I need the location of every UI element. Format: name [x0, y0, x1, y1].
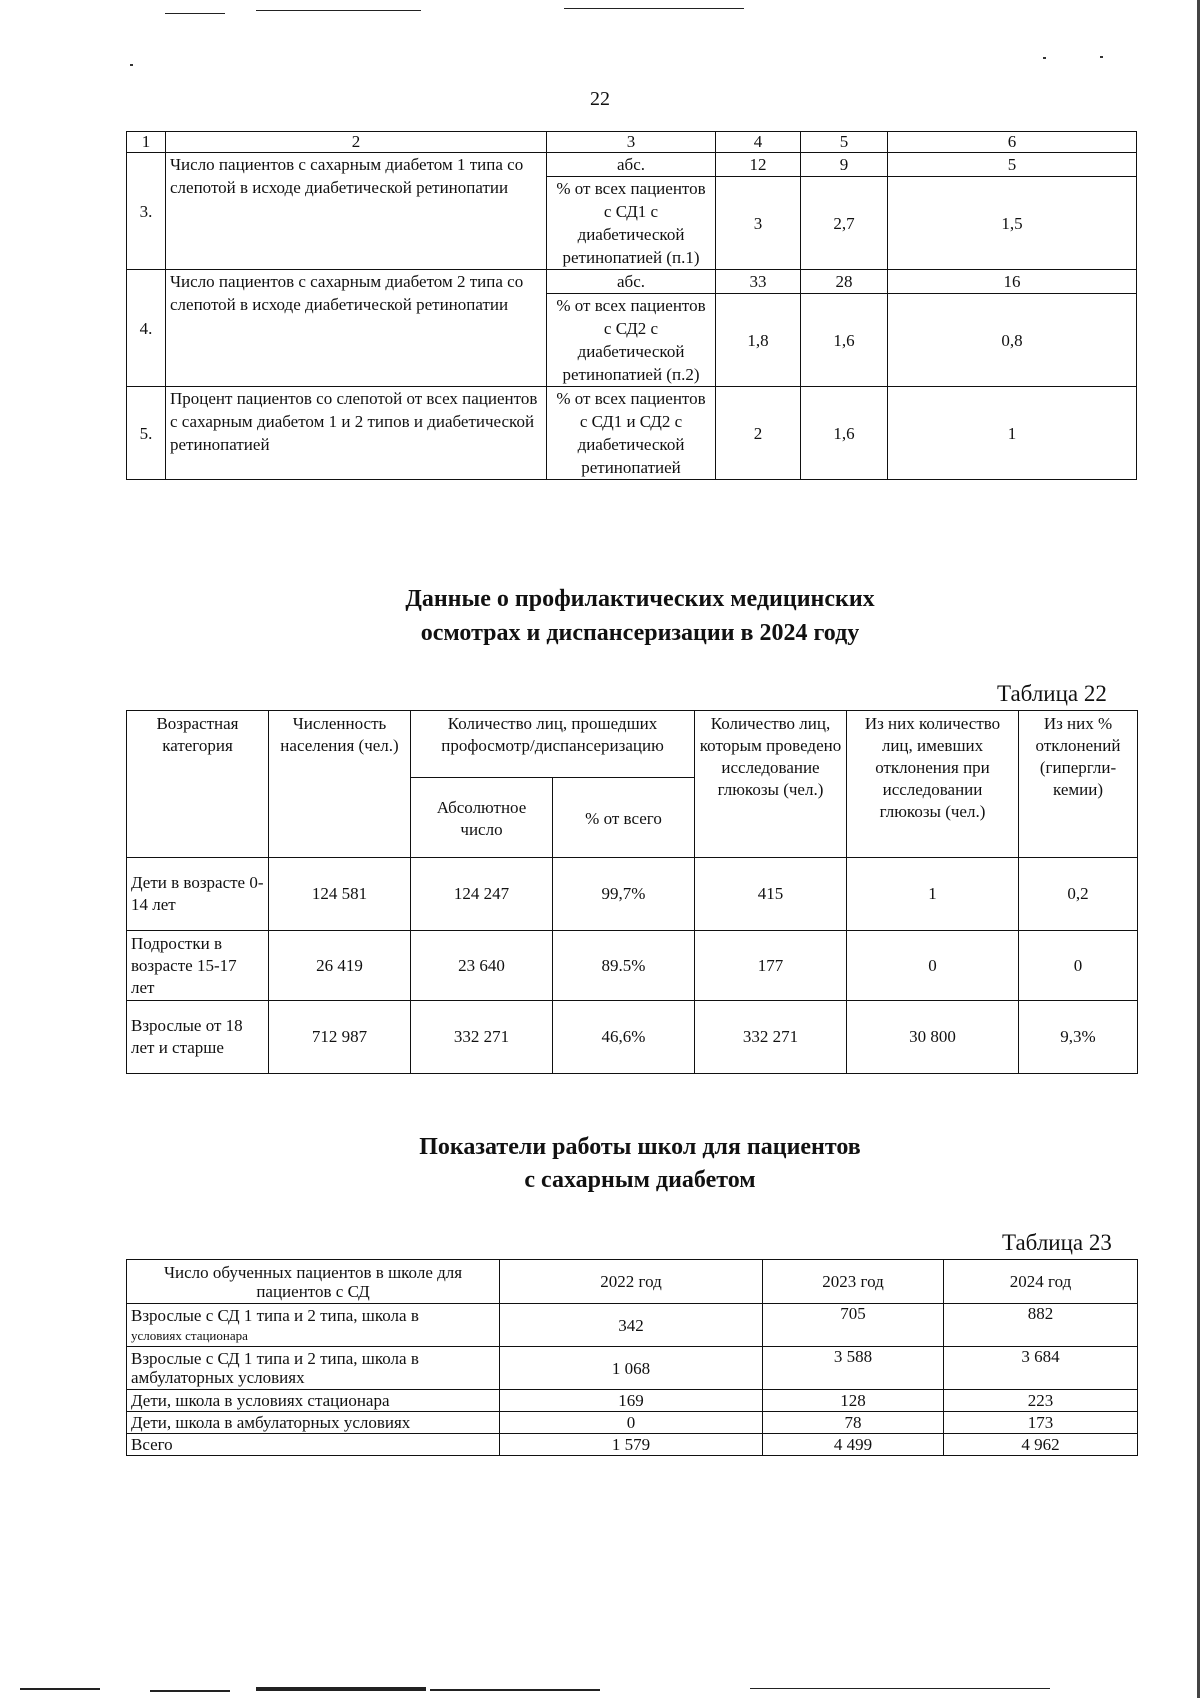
- header-cell: 1: [127, 132, 166, 153]
- scan-artifact-top: [564, 8, 744, 9]
- value-cell: 9: [801, 153, 888, 177]
- category-cell: Взрослые от 18 лет и старше: [127, 1001, 269, 1074]
- value-cell: 9,3%: [1019, 1001, 1138, 1074]
- header-cell: Абсолютное число: [411, 778, 553, 858]
- row-label: Дети, школа в условиях стационара: [127, 1390, 500, 1412]
- table-row: [127, 387, 1137, 480]
- value-cell: 16: [888, 270, 1137, 294]
- value-cell: 124 247: [411, 858, 553, 931]
- value-cell: 705: [763, 1304, 944, 1347]
- unit-cell: абс.: [547, 153, 716, 177]
- header-cell: 2: [166, 132, 547, 153]
- value-cell: 5: [888, 153, 1137, 177]
- header-cell: Количество лиц, прошедших профосмотр/диспансеризацию: [411, 711, 695, 778]
- value-cell: 332 271: [695, 1001, 847, 1074]
- value-cell: 0,8: [888, 294, 1137, 387]
- value-cell: 712 987: [269, 1001, 411, 1074]
- value-cell: 223: [944, 1390, 1138, 1412]
- table-22: [126, 710, 1138, 1074]
- header-cell: Из них количество лиц, имевших отклонения при исследовании глюкозы (чел.): [847, 711, 1019, 858]
- value-cell: 33: [716, 270, 801, 294]
- row-label-text: Взрослые с СД 1 типа и 2 типа, школа в: [131, 1305, 419, 1325]
- value-cell: 1: [888, 387, 1137, 480]
- row-label: Всего: [127, 1434, 500, 1456]
- row-label-text: условиях стационара: [131, 1327, 248, 1343]
- page-number: 22: [590, 88, 610, 110]
- scan-artifact-bottom: [256, 1687, 426, 1691]
- table-header-row: [127, 711, 1138, 778]
- category-cell: Подростки в возрасте 15-17 лет: [127, 931, 269, 1001]
- table-row: [127, 1390, 1138, 1412]
- category-cell: Дети в возрасте 0-14 лет: [127, 858, 269, 931]
- table-row: [127, 1412, 1138, 1434]
- value-cell: 28: [801, 270, 888, 294]
- header-cell: 5: [801, 132, 888, 153]
- value-cell: 1 068: [500, 1347, 763, 1390]
- value-cell: 4 499: [763, 1434, 944, 1456]
- value-cell: 1 579: [500, 1434, 763, 1456]
- value-cell: 89.5%: [553, 931, 695, 1001]
- value-cell: 2: [716, 387, 801, 480]
- row-label: Число пациентов с сахарным диабетом 2 типа со слепотой в исходе диабетической ретинопатии: [166, 270, 547, 387]
- header-cell: % от всего: [553, 778, 695, 858]
- value-cell: 1,6: [801, 387, 888, 480]
- scan-artifact-bottom: [20, 1688, 100, 1690]
- header-cell: 4: [716, 132, 801, 153]
- table-caption: Таблица 23: [1002, 1230, 1112, 1255]
- header-cell: Из них % отклонений (гипергли-кемии): [1019, 711, 1138, 858]
- table-continuation: [126, 131, 1137, 480]
- row-label: Процент пациентов со слепотой от всех пациентов с сахарным диабетом 1 и 2 типов и диабетической ретинопатией: [166, 387, 547, 480]
- row-label-text: амбулаторных условиях: [131, 1368, 305, 1387]
- header-cell: 2023 год: [763, 1260, 944, 1304]
- table-row: [127, 270, 1137, 294]
- row-number: 5.: [127, 387, 166, 480]
- unit-cell: % от всех пациентов с СД1 с диабетической ретинопатией (п.1): [547, 177, 716, 270]
- unit-cell: абс.: [547, 270, 716, 294]
- scan-artifact-bottom: [430, 1689, 600, 1691]
- scan-artifact-dot: [1100, 56, 1103, 58]
- header-cell: Количество лиц, которым проведено исследование глюкозы (чел.): [695, 711, 847, 858]
- header-cell: Число обученных пациентов в школе для пациентов с СД: [127, 1260, 500, 1304]
- table-row: [127, 1347, 1138, 1390]
- header-cell: 2022 год: [500, 1260, 763, 1304]
- value-cell: 173: [944, 1412, 1138, 1434]
- unit-cell: % от всех пациентов с СД2 с диабетической ретинопатией (п.2): [547, 294, 716, 387]
- value-cell: 0: [500, 1412, 763, 1434]
- table-23: [126, 1259, 1138, 1456]
- row-label: Число пациентов с сахарным диабетом 1 типа со слепотой в исходе диабетической ретинопатии: [166, 153, 547, 270]
- value-cell: 1,5: [888, 177, 1137, 270]
- value-cell: 415: [695, 858, 847, 931]
- row-number: 3.: [127, 153, 166, 270]
- value-cell: 46,6%: [553, 1001, 695, 1074]
- value-cell: 30 800: [847, 1001, 1019, 1074]
- table-row: [127, 858, 1138, 931]
- header-cell: Возрастная категория: [127, 711, 269, 858]
- table-row: [127, 1001, 1138, 1074]
- value-cell: 99,7%: [553, 858, 695, 931]
- row-label-text: Взрослые с СД 1 типа и 2 типа, школа в: [131, 1349, 419, 1368]
- value-cell: 12: [716, 153, 801, 177]
- value-cell: 1,8: [716, 294, 801, 387]
- value-cell: 4 962: [944, 1434, 1138, 1456]
- value-cell: 124 581: [269, 858, 411, 931]
- value-cell: 3 684: [944, 1347, 1138, 1390]
- value-cell: 128: [763, 1390, 944, 1412]
- table-row: [127, 931, 1138, 1001]
- scan-artifact-bottom: [150, 1690, 230, 1692]
- table-header-row: [127, 132, 1137, 153]
- value-cell: 23 640: [411, 931, 553, 1001]
- scan-artifact-bottom: [750, 1688, 1050, 1689]
- value-cell: 0: [1019, 931, 1138, 1001]
- value-cell: 78: [763, 1412, 944, 1434]
- value-cell: 342: [500, 1304, 763, 1347]
- scan-artifact-dot: [130, 64, 133, 66]
- row-label: [127, 1347, 500, 1390]
- unit-cell: % от всех пациентов с СД1 и СД2 с диабетической ретинопатией: [547, 387, 716, 480]
- section-title: осмотрах и диспансеризации в 2024 году: [420, 620, 860, 646]
- value-cell: 3: [716, 177, 801, 270]
- value-cell: 882: [944, 1304, 1138, 1347]
- row-number: 4.: [127, 270, 166, 387]
- scan-artifact-top: [256, 10, 421, 11]
- value-cell: 1: [847, 858, 1019, 931]
- header-cell: Численность населения (чел.): [269, 711, 411, 858]
- row-label: Дети, школа в амбулаторных условиях: [127, 1412, 500, 1434]
- section-title: Данные о профилактических медицинских: [405, 586, 875, 612]
- table-header-row: [127, 1260, 1138, 1304]
- table-row: [127, 1434, 1138, 1456]
- value-cell: 26 419: [269, 931, 411, 1001]
- scan-artifact-dot: [1043, 57, 1046, 59]
- value-cell: 0: [847, 931, 1019, 1001]
- value-cell: 1,6: [801, 294, 888, 387]
- value-cell: 332 271: [411, 1001, 553, 1074]
- value-cell: 177: [695, 931, 847, 1001]
- header-cell: 6: [888, 132, 1137, 153]
- table-row: [127, 153, 1137, 177]
- table-caption: Таблица 22: [997, 681, 1107, 706]
- scan-artifact-top: [165, 13, 225, 14]
- header-cell: 3: [547, 132, 716, 153]
- value-cell: 169: [500, 1390, 763, 1412]
- value-cell: 2,7: [801, 177, 888, 270]
- value-cell: 3 588: [763, 1347, 944, 1390]
- table-row: [127, 1304, 1138, 1347]
- row-label: [127, 1304, 500, 1347]
- section-title: с сахарным диабетом: [524, 1167, 756, 1193]
- header-cell: 2024 год: [944, 1260, 1138, 1304]
- section-title: Показатели работы школ для пациентов: [419, 1134, 861, 1160]
- value-cell: 0,2: [1019, 858, 1138, 931]
